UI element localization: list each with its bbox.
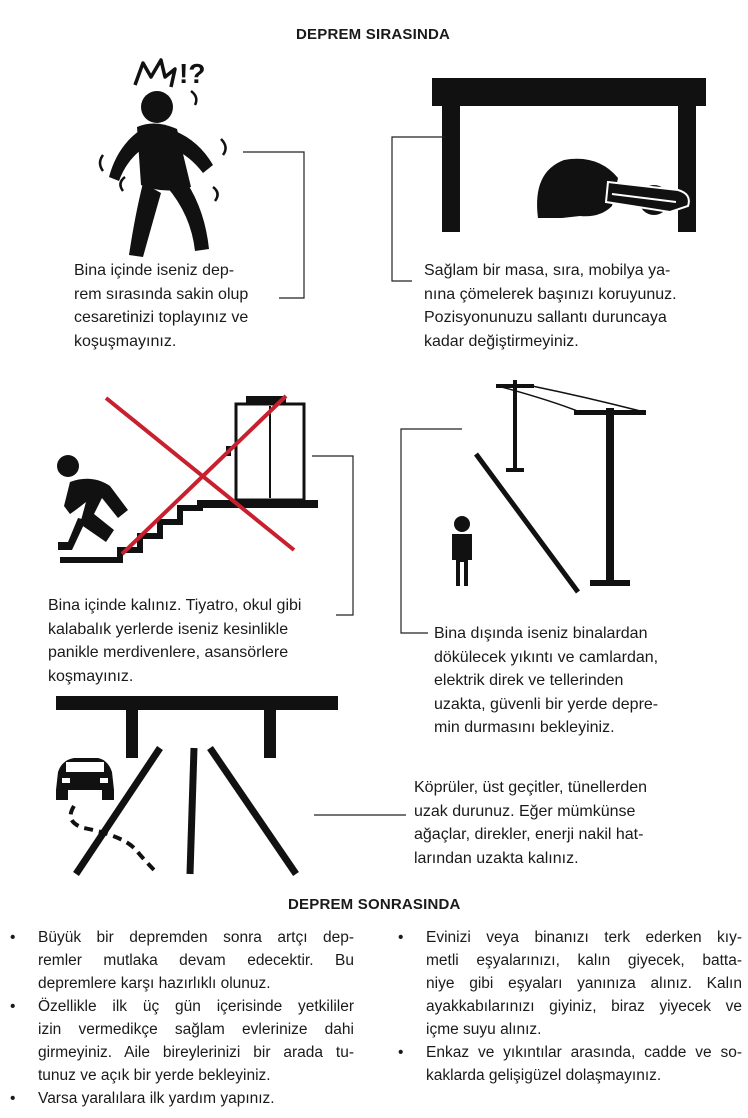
panel1-caption: Bina içinde iseniz dep- rem sırasında sakin olup cesaretinizi toplayınız ve koşuşmayınız. — [74, 262, 249, 350]
stress-burst-icon — [135, 60, 175, 87]
list-item: • Evinizi veya binanızı terk ederken kıy- metli eşyalarınızı, kalın giyecek, batta- niye gibi eşyaları yanınıza alınız. Kalın ayakkabılarınızı giyiniz, biraz yiyecek ve içme suyu alınız. — [398, 929, 742, 1038]
list-item: • Varsa yaralılara ilk yardım yapınız. — [10, 1090, 275, 1107]
list-item: • Özellikle ilk üç gün içerisinde yetkililer izin vermedikçe sağlam evlerinize dahi girmeyiniz. Aile bireylerinizi bir arada tu- tunuz ve açık bir yerde bekleyiniz. — [10, 998, 354, 1084]
panel2-caption: Sağlam bir masa, sıra, mobilya ya- nına çömelerek başınızı koruyunuz. Pozisyonunuzu sallantı duruncaya kadar değiştirmeyiniz. — [424, 262, 677, 350]
stairs-elevator-prohibited-illustration — [50, 390, 330, 565]
bridge-road-car-illustration — [40, 690, 340, 880]
panel5-caption: Köprüler, üst geçitler, tünellerden uzak durunuz. Eğer mümkünse ağaçlar, direkler, enerji nakil hat- larından uzakta kalınız. — [414, 779, 648, 867]
list-item: • Büyük bir depremden sonra artçı dep- remler mutlaka devam edecektir. Bu depremlere karşı hazırlıklı olunuz. — [10, 929, 354, 992]
heading-after: DEPREM SONRASINDA — [288, 896, 461, 913]
after-right-list — [398, 926, 742, 1087]
connector-line-3 — [312, 455, 360, 620]
panel3-caption: Bina içinde kalınız. Tiyatro, okul gibi kalabalık yerlerde iseniz kesinlikle panikle merdivenlere, asansörlere koşmayınız. — [48, 597, 302, 685]
list-item: • Enkaz ve yıkıntılar arasında, cadde ve so- kaklarda gelişigüzel dolaşmayınız. — [398, 1044, 742, 1084]
panel4-caption: Bina dışında iseniz binalardan dökülecek yıkıntı ve camlardan, elektrik direk ve tellerinden uzakta, güvenli bir yerde depre- min durmasını bekleyiniz. — [434, 625, 659, 736]
heading-during: DEPREM SIRASINDA — [296, 26, 451, 43]
car-icon — [56, 758, 114, 800]
connector-line-1 — [243, 152, 307, 302]
stress-exclaim-icon: !? — [179, 58, 206, 89]
person-under-table-illustration — [430, 78, 710, 238]
after-left-list — [10, 926, 354, 1110]
outdoor-power-lines-illustration — [440, 374, 670, 594]
panicking-person-illustration — [95, 55, 255, 265]
connector-line-4 — [398, 428, 468, 638]
connector-line-5 — [314, 814, 408, 818]
